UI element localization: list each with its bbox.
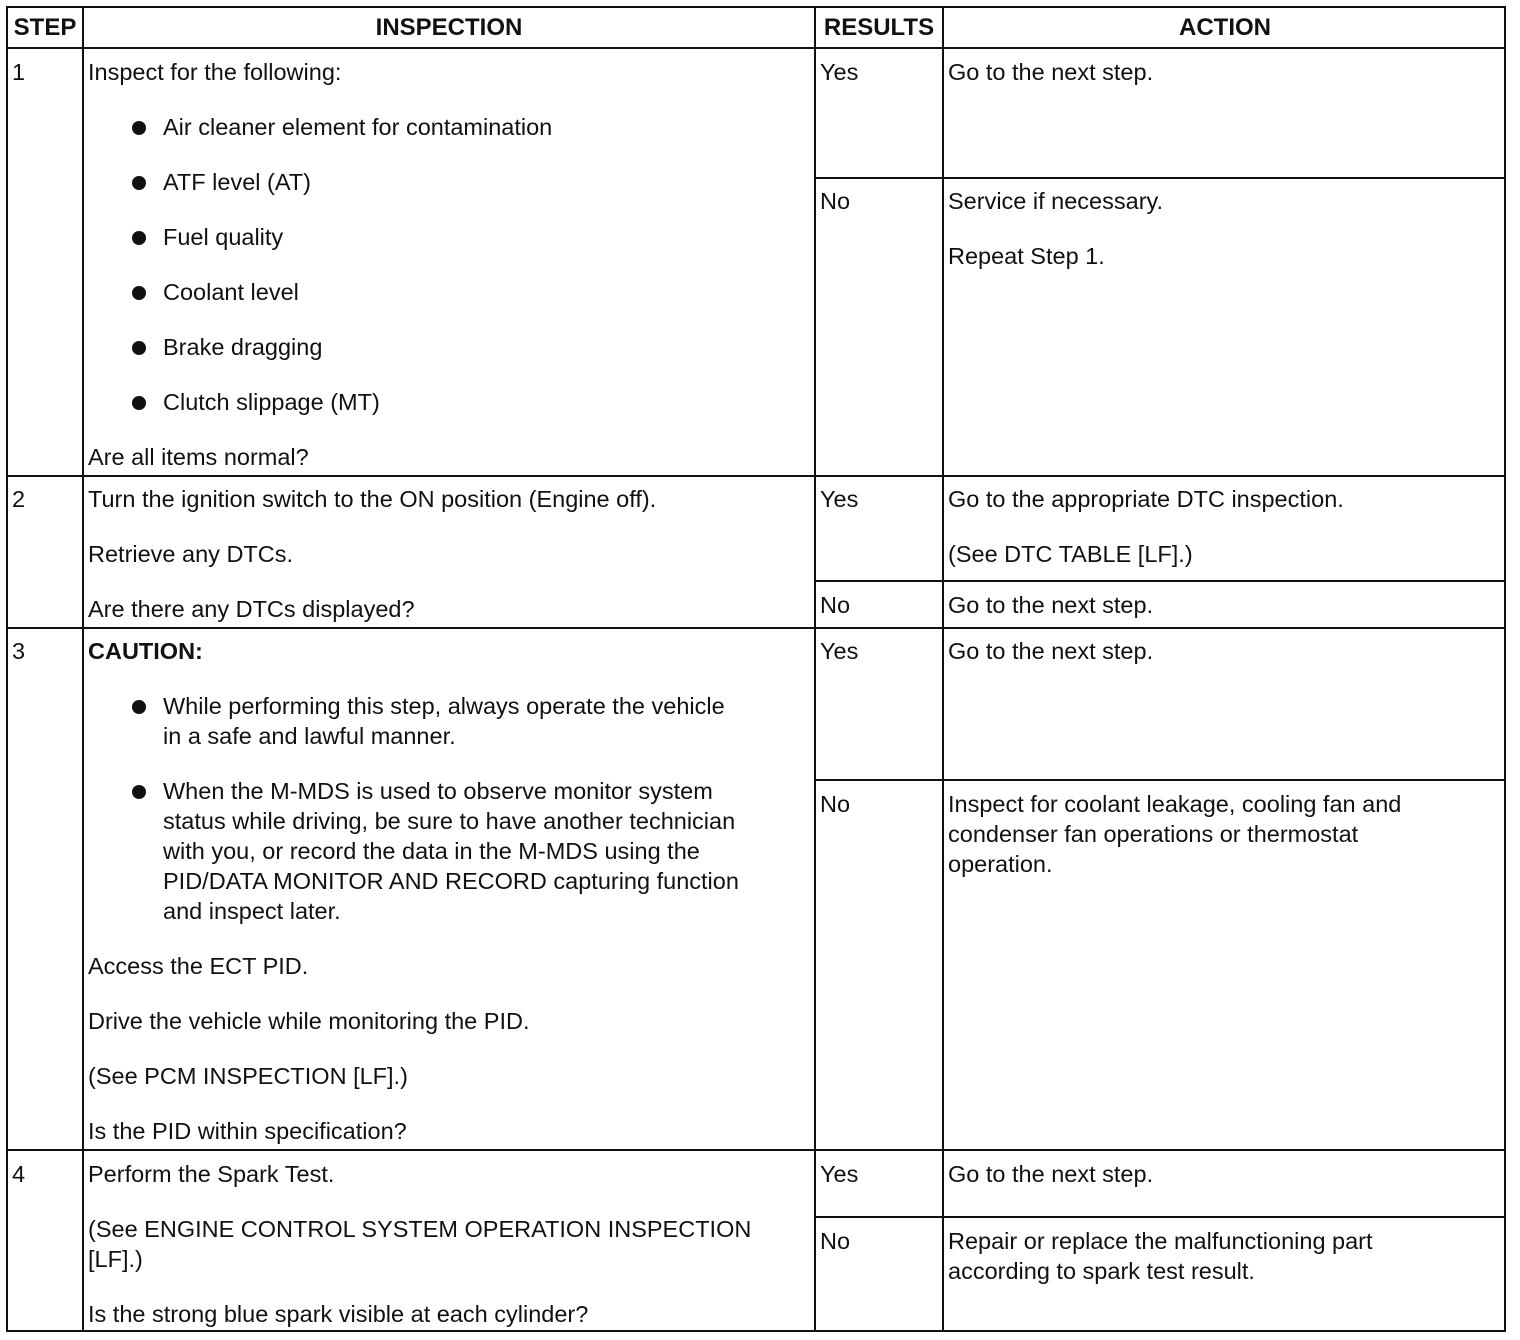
list-item bbox=[88, 167, 808, 197]
action-text: condenser fan operations or thermostat bbox=[948, 821, 1359, 847]
column-divider bbox=[82, 6, 84, 1332]
list-item bbox=[88, 691, 808, 751]
list-item bbox=[88, 776, 808, 926]
inspection-cell bbox=[88, 484, 808, 624]
bullet-icon bbox=[132, 286, 146, 300]
inspection-cell bbox=[88, 636, 808, 1146]
result-yes: Yes bbox=[820, 486, 859, 512]
list-item bbox=[88, 332, 808, 362]
bullet-icon bbox=[132, 121, 146, 135]
result-no: No bbox=[820, 791, 851, 817]
action-text: Go to the appropriate DTC inspection. bbox=[948, 486, 1344, 512]
list-item bbox=[88, 112, 808, 142]
row-divider bbox=[6, 47, 1506, 49]
list-item bbox=[88, 387, 808, 417]
column-divider bbox=[814, 6, 816, 1332]
step-number: 3 bbox=[12, 638, 26, 664]
list-item-text: in a safe and lawful manner. bbox=[163, 723, 456, 749]
action-yes: Go to the next step. bbox=[948, 1161, 1154, 1187]
step-number: 2 bbox=[12, 486, 26, 512]
inspection-question: Is the strong blue spark visible at each cylinder? bbox=[88, 1301, 589, 1327]
header-step: STEP bbox=[13, 14, 77, 41]
inspection-question: Are there any DTCs displayed? bbox=[88, 596, 415, 622]
bullet-icon bbox=[132, 231, 146, 245]
action-no bbox=[948, 186, 1500, 271]
inspection-text: Drive the vehicle while monitoring the PID. bbox=[88, 1008, 530, 1034]
bullet-icon bbox=[132, 700, 146, 714]
result-divider bbox=[814, 580, 1506, 582]
inspection-text: Retrieve any DTCs. bbox=[88, 541, 294, 567]
action-no bbox=[948, 789, 1500, 879]
list-item-text: with you, or record the data in the M-MDS using the bbox=[163, 838, 700, 864]
result-yes: Yes bbox=[820, 638, 859, 664]
inspection-text: Perform the Spark Test. bbox=[88, 1161, 335, 1187]
list-item-text: Air cleaner element for contamination bbox=[163, 114, 553, 140]
action-text: Repair or replace the malfunctioning part bbox=[948, 1228, 1373, 1254]
row-divider bbox=[6, 475, 1506, 477]
bullet-icon bbox=[132, 176, 146, 190]
action-text: according to spark test result. bbox=[948, 1258, 1255, 1284]
result-divider bbox=[814, 779, 1506, 781]
inspection-text: (See PCM INSPECTION [LF].) bbox=[88, 1063, 408, 1089]
header-results: RESULTS bbox=[823, 14, 935, 41]
result-no: No bbox=[820, 1228, 851, 1254]
result-no: No bbox=[820, 188, 851, 214]
list-item-text: Clutch slippage (MT) bbox=[163, 389, 380, 415]
result-yes: Yes bbox=[820, 59, 859, 85]
step-number: 1 bbox=[12, 59, 26, 85]
action-yes: Go to the next step. bbox=[948, 638, 1154, 664]
list-item-text: Coolant level bbox=[163, 279, 299, 305]
list-item-text: Brake dragging bbox=[163, 334, 323, 360]
action-text: (See DTC TABLE [LF].) bbox=[948, 541, 1193, 567]
result-no: No bbox=[820, 592, 851, 618]
inspection-text: (See ENGINE CONTROL SYSTEM OPERATION INSPECTION bbox=[88, 1216, 752, 1242]
bullet-icon bbox=[132, 785, 146, 799]
result-divider bbox=[814, 177, 1506, 179]
inspection-text: Turn the ignition switch to the ON position (Engine off). bbox=[88, 486, 657, 512]
action-text: Service if necessary. bbox=[948, 188, 1164, 214]
inspection-text: Inspect for the following: bbox=[88, 59, 342, 85]
action-text: Repeat Step 1. bbox=[948, 243, 1105, 269]
action-no: Go to the next step. bbox=[948, 592, 1154, 618]
action-yes bbox=[948, 484, 1500, 569]
result-divider bbox=[814, 1216, 1506, 1218]
row-divider bbox=[6, 1149, 1506, 1151]
list-item-text: ATF level (AT) bbox=[163, 169, 311, 195]
inspection-cell bbox=[88, 57, 808, 472]
step-number: 4 bbox=[12, 1161, 26, 1187]
bullet-icon bbox=[132, 396, 146, 410]
row-divider bbox=[6, 627, 1506, 629]
inspection-text: [LF].) bbox=[88, 1246, 143, 1272]
action-no bbox=[948, 1226, 1500, 1286]
list-item-text: status while driving, be sure to have another technician bbox=[163, 808, 736, 834]
bullet-icon bbox=[132, 341, 146, 355]
action-yes: Go to the next step. bbox=[948, 59, 1154, 85]
inspection-question: Are all items normal? bbox=[88, 444, 309, 470]
list-item bbox=[88, 222, 808, 252]
action-text: operation. bbox=[948, 851, 1053, 877]
inspection-question: Is the PID within specification? bbox=[88, 1118, 407, 1144]
list-item-text: While performing this step, always operate the vehicle bbox=[163, 693, 725, 719]
list-item bbox=[88, 277, 808, 307]
header-inspection: INSPECTION bbox=[375, 14, 523, 41]
result-yes: Yes bbox=[820, 1161, 859, 1187]
list-item-text: When the M-MDS is used to observe monitor system bbox=[163, 778, 713, 804]
action-text: Inspect for coolant leakage, cooling fan and bbox=[948, 791, 1402, 817]
column-divider bbox=[942, 6, 944, 1332]
caution-label: CAUTION: bbox=[88, 638, 203, 664]
list-item-text: Fuel quality bbox=[163, 224, 284, 250]
header-action: ACTION bbox=[1179, 14, 1271, 41]
list-item-text: and inspect later. bbox=[163, 898, 341, 924]
inspection-cell bbox=[88, 1159, 808, 1329]
list-item-text: PID/DATA MONITOR AND RECORD capturing function bbox=[163, 868, 739, 894]
inspection-text: Access the ECT PID. bbox=[88, 953, 309, 979]
